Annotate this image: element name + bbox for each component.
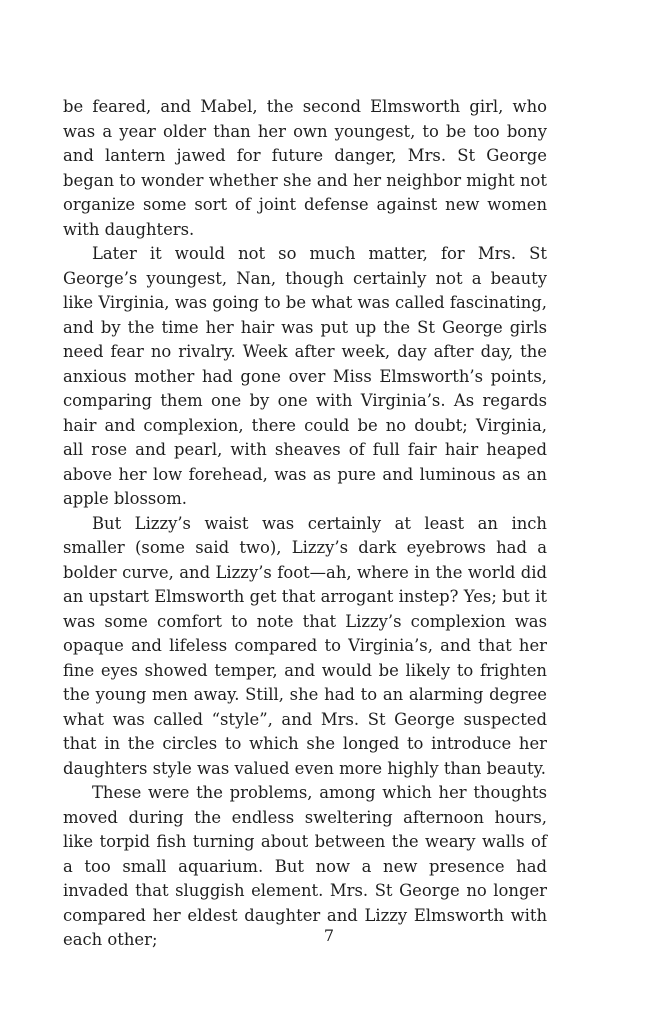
page-body: [63, 95, 547, 953]
paragraph-4: These were the problems, among which her thoughts moved during the endless sweltering afternoon hours, like torpid fish turning about between the weary walls of a too small aquarium. But now a new presence had invaded that sluggish element. Mrs. St George no longer compared her eldest daughter and Lizzy Elmsworth with each other;: [63, 783, 547, 949]
paragraph-1: be feared, and Mabel, the second Elmsworth girl, who was a year older than her own youngest, to be too bony and lantern jawed for future danger, Mrs. St George began to wonder whether she and her neighbor might not organize some sort of joint defense against new women with daughters.: [63, 97, 547, 239]
paragraph-2: Later it would not so much matter, for Mrs. St George’s youngest, Nan, though certainly not a beauty like Virginia, was going to be what was called fascinating, and by the time her hair was put up the St George girls need fear no rivalry. Week after week, day after day, the anxious mother had gone over Miss Elmsworth’s points, comparing them one by one with Virginia’s. As regards hair and complexion, there could be no doubt; Virginia, all rose and pearl, with sheaves of full fair hair heaped above her low forehead, was as pure and luminous as an apple blossom.: [63, 244, 547, 508]
page-number: 7: [323, 926, 335, 945]
paragraph-3: But Lizzy’s waist was certainly at least an inch smaller (some said two), Lizzy’s dark eyebrows had a bolder curve, and Lizzy’s foot—ah, where in the world did an upstart Elmsworth get that arrogant instep? Yes; but it was some comfort to note that Lizzy’s complexion was opaque and lifeless compared to Virginia’s, and that her fine eyes showed temper, and would be likely to frighten the young men away. Still, she had to an alarming degree what was called “style”, and Mrs. St George suspected that in the circles to which she longed to introduce her daughters style was valued even more highly than beauty.: [63, 513, 547, 778]
